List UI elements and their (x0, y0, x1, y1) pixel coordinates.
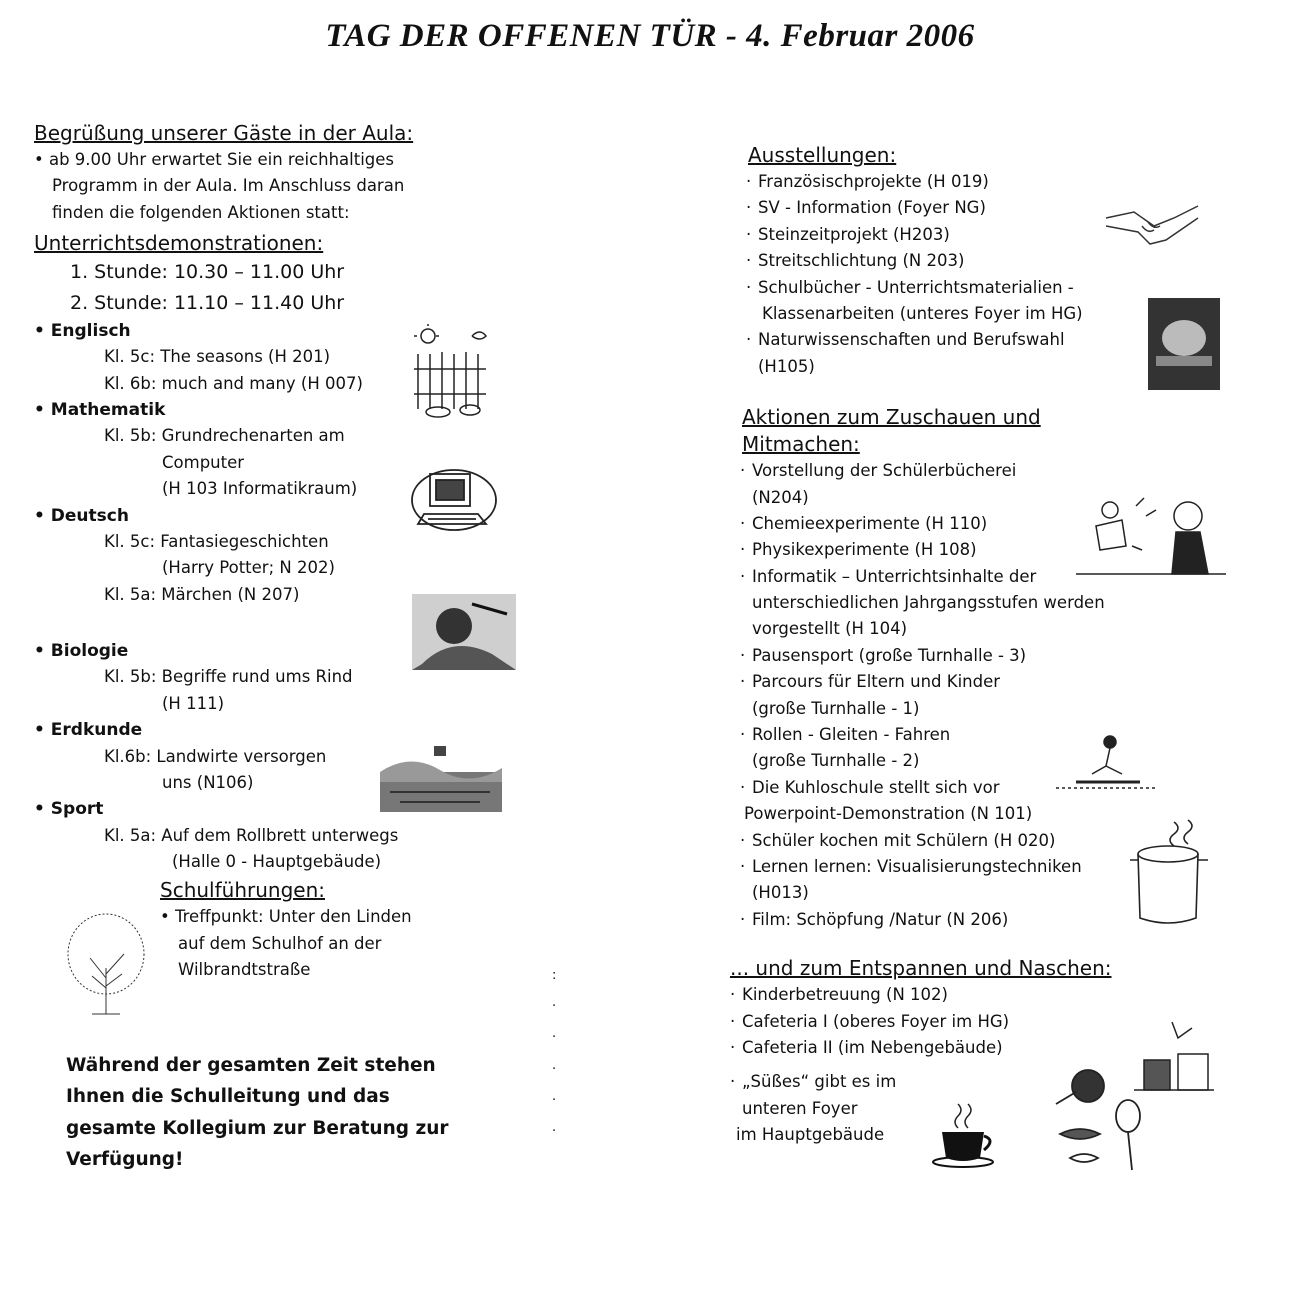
subject-sport: • Sport (34, 799, 104, 820)
science-clipart-icon (1148, 298, 1220, 390)
subject-line: Computer (162, 452, 245, 472)
tree-clipart-icon (62, 908, 150, 1016)
welcome-line: finden die folgenden Aktionen statt: (52, 202, 350, 222)
subject-line: Kl. 5c: Fantasiegeschichten (104, 531, 329, 551)
stunde-line: 2. Stunde: 11.10 – 11.40 Uhr (70, 291, 345, 314)
subject-line: Kl. 5c: The seasons (H 201) (104, 347, 331, 367)
subject-biology: • Biologie (34, 641, 129, 662)
relax-heading: ... und zum Entspannen und Naschen: (730, 956, 1112, 981)
action-item: · Physikexperimente (H 108) (740, 540, 977, 560)
action-item-cont: (große Turnhalle - 2) (752, 751, 920, 771)
action-item: · Vorstellung der Schülerbücherei (740, 461, 1017, 481)
subject-math: • Mathematik (34, 400, 166, 421)
exhibit-item: · Schulbücher - Unterrichtsmaterialien - (746, 277, 1074, 297)
action-item: · Parcours für Eltern und Kinder (740, 672, 1001, 692)
action-item-cont: (H013) (752, 883, 809, 903)
relax-item-cont: im Hauptgebäude (736, 1125, 885, 1145)
welcome-heading: Begrüßung unserer Gäste in der Aula: (34, 121, 414, 145)
relax-item: · Kinderbetreuung (N 102) (730, 985, 948, 1005)
welcome-line: • ab 9.00 Uhr erwartet Sie ein reichhaltiges (34, 150, 395, 169)
action-item: · Film: Schöpfung /Natur (N 206) (740, 909, 1009, 929)
subject-line: Kl. 5a: Auf dem Rollbrett unterwegs (104, 825, 399, 845)
action-item-cont: (große Turnhalle - 1) (752, 698, 920, 718)
action-item: · Pausensport (große Turnhalle - 3) (740, 645, 1027, 665)
subject-line: Kl.6b: Landwirte versorgen (104, 746, 327, 766)
stunde-line: 1. Stunde: 10.30 – 11.00 Uhr (70, 261, 345, 284)
welcome-line: Programm in der Aula. Im Anschluss daran (52, 176, 405, 196)
subject-line: uns (N106) (162, 772, 254, 792)
action-item: · Lernen lernen: Visualisierungstechniken (740, 856, 1082, 876)
harry-potter-clipart-icon (412, 594, 516, 670)
relax-item: · Cafeteria I (oberes Foyer im HG) (730, 1011, 1010, 1031)
fold-dots: : · · · · · (552, 968, 557, 1139)
closing-note: Während der gesamten Zeit stehen Ihnen die Schulleitung und das gesamte Kollegium zur Beratung zur Verfügung! (66, 1055, 449, 1171)
subject-line: Kl. 5b: Begriffe rund ums Rind (104, 667, 353, 687)
computer-clipart-icon (408, 464, 500, 536)
action-item: · Informatik – Unterrichtsinhalte der (740, 566, 1037, 586)
subject-line: Kl. 6b: much and many (H 007) (104, 373, 363, 393)
demo-heading: Unterrichtsdemonstrationen: (34, 231, 324, 256)
skater-clipart-icon (1056, 734, 1156, 790)
left-column (34, 120, 504, 984)
relax-item-cont: unteren Foyer (742, 1098, 858, 1118)
subject-line: Kl. 5a: Märchen (N 207) (104, 584, 300, 604)
exhibit-item-cont: Klassenarbeiten (unteres Foyer im HG) (762, 303, 1083, 323)
action-item-cont: (N204) (752, 487, 809, 507)
action-item-cont: unterschiedlichen Jahrgangsstufen werden (752, 593, 1105, 613)
right-column (730, 142, 1200, 1149)
action-item-cont: vorgestellt (H 104) (752, 619, 908, 639)
action-item-cont: Powerpoint-Demonstration (N 101) (744, 804, 1033, 824)
relax-item: · „Süßes“ gibt es im (730, 1072, 897, 1092)
action-item: · Rollen - Gleiten - Fahren (740, 725, 951, 745)
tour-line: • Treffpunkt: Unter den Linden (160, 907, 412, 927)
actions-heading: Aktionen zum Zuschauen und (742, 405, 1041, 430)
subject-line: (Halle 0 - Hauptgebäude) (172, 852, 382, 872)
cooking-pot-clipart-icon (1130, 818, 1210, 930)
tour-line: auf dem Schulhof an der (178, 933, 382, 953)
action-item: · Die Kuhloschule stellt sich vor (740, 777, 1000, 797)
exhibit-heading: Ausstellungen: (748, 143, 897, 167)
exhibit-item: · Französischprojekte (H 019) (746, 172, 989, 191)
coffee-cup-icon (930, 1100, 1000, 1170)
subject-line: (H 103 Informatikraum) (162, 479, 358, 499)
subject-geography: • Erdkunde (34, 720, 143, 741)
actions-heading-2: Mitmachen: (742, 432, 860, 457)
subject-line: Kl. 5b: Grundrechenarten am (104, 426, 345, 446)
exhibit-item: · Streitschlichtung (N 203) (746, 251, 965, 271)
exhibit-item-cont: (H105) (758, 356, 815, 376)
candy-lollipop-icon (1040, 1064, 1152, 1174)
action-item: · Schüler kochen mit Schülern (H 020) (740, 830, 1056, 850)
subject-line: (Harry Potter; N 202) (162, 558, 335, 578)
action-item: · Chemieexperimente (H 110) (740, 513, 988, 533)
tour-heading: Schulführungen: (160, 878, 325, 903)
subject-english: • Englisch (34, 320, 131, 341)
relax-item: · Cafeteria II (im Nebengebäude) (730, 1037, 1003, 1057)
exhibit-item: · Steinzeitprojekt (H203) (746, 224, 950, 244)
library-clipart-icon (1076, 486, 1226, 578)
exhibit-item: · SV - Information (Foyer NG) (746, 198, 986, 218)
subject-line: (H 111) (162, 693, 225, 713)
subject-german: • Deutsch (34, 505, 129, 526)
exhibit-item: · Naturwissenschaften und Berufswahl (746, 330, 1065, 350)
page-title: TAG DER OFFENEN TÜR - 4. Februar 2006 (325, 18, 975, 54)
handshake-clipart-icon (1104, 196, 1200, 256)
tour-line: Wilbrandtstraße (178, 960, 311, 980)
seasons-clipart-icon (408, 324, 498, 419)
farm-clipart-icon (380, 742, 502, 812)
